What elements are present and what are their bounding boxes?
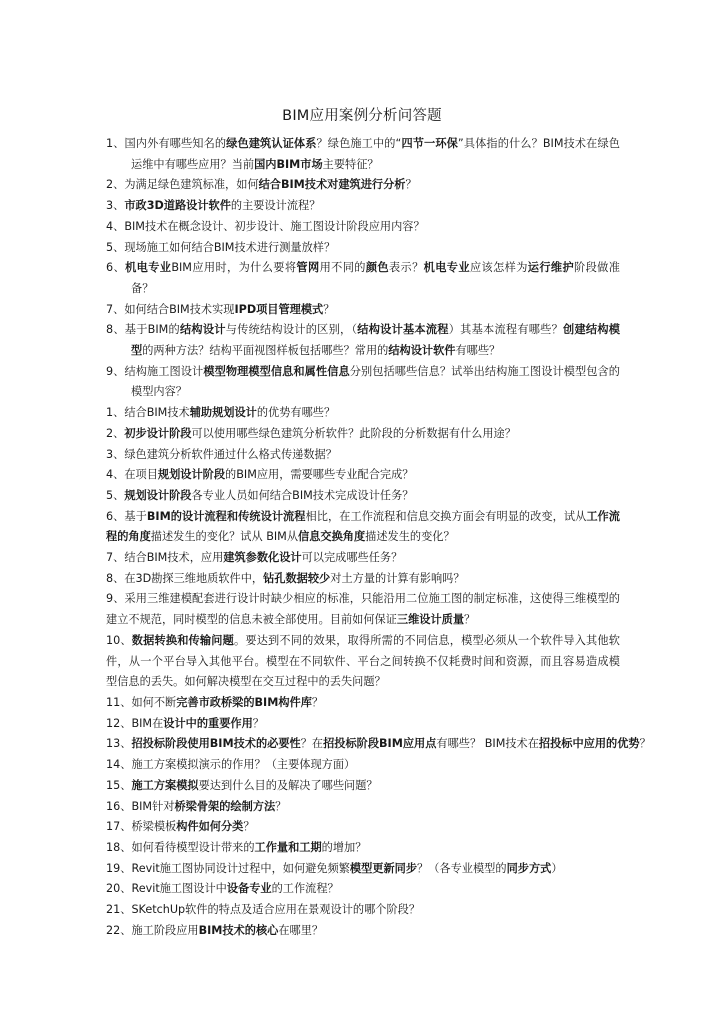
question-item	[106, 175, 620, 196]
question-number: 9、	[106, 592, 125, 606]
question-text: 桥梁模板	[131, 820, 177, 834]
emphasis-text: 规划设计阶段	[124, 488, 192, 502]
question-text: ？（各专业模型的	[417, 861, 507, 875]
question-item	[106, 362, 620, 403]
question-text: ？绿色施工中的“	[316, 137, 402, 150]
question-item	[106, 217, 620, 238]
question-item	[106, 859, 620, 880]
question-number: 8、	[106, 571, 125, 585]
emphasis-text: 设备专业	[226, 882, 272, 896]
question-number: 4、	[106, 468, 125, 482]
question-number: 18、	[106, 840, 132, 854]
question-text: 可以使用哪些绿色建筑分析软件？此阶段的分析数据有什么用途？	[191, 426, 516, 440]
question-text: 与传统结构设计的区别，（	[225, 323, 358, 337]
question-text: 绿色建筑分析软件通过什么格式传递数据？	[124, 447, 337, 461]
emphasis-text: 三维设计质量	[396, 613, 465, 627]
question-item	[106, 776, 620, 797]
emphasis-text: 招投标中应用的优势	[538, 737, 640, 751]
question-text: 要达到什么目的及解决了哪些问题？	[198, 778, 378, 792]
question-text: 的BIM应用，需要哪些专业配合完成？	[225, 468, 414, 482]
question-text: 基于	[124, 509, 147, 523]
emphasis-text: 信息交换角度	[298, 530, 366, 544]
question-text: 国内外有哪些知名的	[124, 137, 227, 150]
question-item	[106, 569, 620, 590]
emphasis-text: 结构设计	[179, 323, 226, 337]
question-number: 11、	[106, 695, 132, 709]
question-number: 12、	[106, 716, 132, 730]
question-text: BIM技术在概念设计、初步设计、施工图设计阶段应用内容？	[124, 219, 425, 233]
question-text: 对土方量的计算有影响吗？	[330, 571, 465, 585]
emphasis-text: 规划设计阶段	[157, 468, 226, 482]
question-text: 表示？	[388, 261, 424, 275]
question-text: 用不同的	[319, 261, 366, 275]
emphasis-text: 构件如何分类	[176, 820, 244, 834]
emphasis-text: 设计中的重要作用	[163, 716, 253, 730]
question-text: 的增加？	[321, 840, 367, 854]
question-text: 采用三维建模配套进行设计时缺少相应的标准，只能沿用二位施工图的制定标准，这使得三维模型的建立不规范，同时模型的信息未被全部使用。目前如何保证	[106, 592, 620, 627]
question-item	[106, 755, 620, 776]
question-text: 现场施工如何结合BIM技术进行测量放样？	[124, 240, 336, 254]
question-text: ？在	[300, 737, 324, 751]
question-text: ）其基本流程有哪些？	[448, 323, 564, 337]
document-title: BIM应用案例分析问答题	[282, 108, 442, 124]
question-item	[106, 134, 620, 175]
emphasis-text: 初步设计阶段	[124, 426, 192, 440]
question-text: 结构施工图设计	[124, 364, 204, 378]
question-text: ？	[405, 178, 417, 192]
question-text: ？	[464, 613, 476, 627]
question-text: 的主要设计流程？	[230, 199, 321, 213]
question-text: 应该怎样为	[469, 261, 528, 275]
question-item	[106, 300, 620, 321]
emphasis-text: 施工方案模拟	[131, 778, 199, 792]
question-number: 2、	[106, 178, 125, 192]
emphasis-text: BIM的设计流程和传统设计流程	[146, 509, 306, 523]
question-text: 各专业人员如何结合BIM技术完成设计任务？	[191, 488, 414, 502]
emphasis-text: 结合BIM技术对建筑进行分析	[258, 178, 406, 192]
question-text: 主要特征？	[322, 157, 379, 171]
emphasis-text: 模型物理模型信息和属性信息	[203, 364, 350, 378]
question-text: 如何结合BIM技术实现	[124, 302, 235, 316]
question-number: 20、	[106, 882, 132, 896]
question-text: ？	[252, 716, 264, 730]
question-number: 4、	[106, 219, 125, 233]
emphasis-text: 国内BIM市场	[254, 157, 323, 171]
question-item	[106, 445, 620, 466]
question-item	[106, 258, 620, 299]
question-item	[106, 714, 620, 735]
question-text: 的优势有哪些？	[256, 406, 336, 420]
question-text: ？	[323, 302, 335, 316]
question-text: 结合BIM技术	[124, 406, 190, 420]
question-text: Revit施工图设计中	[131, 882, 227, 896]
question-text: 基于BIM的	[124, 323, 180, 337]
emphasis-text: 数据转换和传输问题	[131, 633, 234, 647]
emphasis-text: 桥梁骨架的绘制方法	[174, 799, 276, 813]
question-number: 5、	[106, 488, 125, 502]
question-text: ？	[639, 737, 651, 751]
question-number: 7、	[106, 551, 125, 565]
question-text: 描述发生的变化？试从 BIM从	[150, 530, 299, 544]
question-item	[106, 403, 620, 424]
emphasis-text: 市政3D道路设计软件	[124, 199, 231, 213]
question-item	[106, 817, 620, 838]
question-text: 施工方案模拟演示的作用？（主要体现方面）	[131, 758, 356, 772]
emphasis-text: 建筑参数化设计	[223, 551, 302, 565]
question-number: 17、	[106, 820, 132, 834]
question-item	[106, 921, 620, 942]
question-text: BIM在	[131, 716, 164, 730]
question-text: SKetchUp软件的特点及适合应用在景观设计的哪个阶段？	[131, 903, 421, 917]
emphasis-text: 招投标阶段BIM应用点	[323, 737, 437, 751]
emphasis-text: 机电专业	[125, 261, 172, 275]
question-number: 1、	[106, 137, 125, 150]
question-item	[106, 589, 620, 630]
emphasis-text: 绿色建筑认证体系	[226, 137, 317, 150]
question-list	[106, 134, 651, 941]
question-text: 相比，在工作流程和信息交换方面会有明显的改变，试从	[305, 509, 587, 523]
question-number: 10、	[106, 633, 132, 647]
question-number: 1、	[106, 406, 125, 420]
question-text: 施工阶段应用	[131, 923, 199, 937]
question-item	[106, 320, 620, 361]
question-number: 22、	[106, 923, 132, 937]
emphasis-text: 结构设计基本流程	[357, 323, 449, 337]
question-number: 3、	[106, 447, 125, 461]
emphasis-text: 模型更新同步	[349, 861, 418, 875]
question-item	[106, 693, 620, 714]
emphasis-text: 招投标阶段使用BIM技术的必要性	[131, 737, 301, 751]
question-text: 的工作流程？	[271, 882, 339, 896]
question-text: 有哪些？ BIM技术在	[436, 737, 539, 751]
question-number: 7、	[106, 302, 125, 316]
emphasis-text: 机电专业	[423, 261, 470, 275]
question-text: 有哪些？	[455, 344, 501, 358]
question-item	[106, 548, 620, 569]
question-text: 的两种方法？结构平面视图样板包括哪些？常用的	[142, 344, 389, 358]
question-number: 6、	[106, 261, 126, 275]
question-item	[106, 734, 651, 755]
question-item	[106, 424, 620, 445]
question-item	[106, 238, 620, 259]
emphasis-text: 运行维护	[527, 261, 575, 275]
question-text: Revit施工图协同设计过程中，如何避免频繁	[131, 861, 350, 875]
question-text: 为满足绿色建筑标准，如何	[124, 178, 259, 192]
question-text: 如何看待模型设计带来的	[131, 840, 255, 854]
question-text: ？	[311, 695, 324, 709]
question-text: 在项目	[124, 468, 158, 482]
question-number: 21、	[106, 903, 132, 917]
question-item	[106, 797, 620, 818]
question-item	[106, 631, 620, 693]
emphasis-text: 颜色	[365, 261, 389, 275]
question-number: 6、	[106, 509, 125, 523]
question-number: 16、	[106, 799, 132, 813]
emphasis-text: 完善市政桥梁的BIM构件库	[176, 695, 312, 709]
emphasis-text: 同步方式	[506, 861, 552, 875]
question-text: 结合BIM技术，应用	[124, 551, 224, 565]
question-text: ”具体指的什么？BIM技术在绿色运维中有哪些应用？当前	[131, 137, 620, 171]
emphasis-text: IPD项目管理模式	[234, 302, 324, 316]
emphasis-text: 钻孔数据较少	[263, 571, 331, 585]
question-item	[106, 879, 620, 900]
question-text: BIM应用时，为什么要将	[171, 261, 297, 275]
question-number: 9、	[106, 364, 125, 378]
question-text: ？	[275, 799, 287, 813]
question-text: ）	[551, 861, 563, 875]
emphasis-text: 管网	[296, 261, 320, 275]
emphasis-text: 工作量和工期	[254, 840, 322, 854]
question-text: 分别包括哪些信息？试举出结构施工图设计模型包含的模型内容？	[131, 364, 620, 399]
emphasis-text: BIM技术的核心	[198, 923, 279, 937]
question-number: 5、	[106, 240, 125, 254]
question-number: 14、	[106, 758, 132, 772]
question-text: 阶段做准备？	[131, 261, 620, 295]
question-item	[106, 486, 620, 507]
question-item	[106, 838, 620, 859]
question-number: 15、	[106, 778, 132, 792]
question-number: 8、	[106, 323, 125, 337]
emphasis-text: 创建结构模型	[131, 323, 620, 358]
emphasis-text: 辅助规划设计	[189, 406, 257, 420]
question-text: BIM针对	[131, 799, 175, 813]
question-number: 19、	[106, 861, 132, 875]
question-item	[106, 507, 620, 548]
question-item	[106, 465, 620, 486]
emphasis-text: 结构设计软件	[388, 344, 456, 358]
question-text: 在3D勘探三维地质软件中，	[124, 571, 264, 585]
question-text: 可以完成哪些任务？	[301, 551, 403, 565]
question-number: 3、	[106, 199, 125, 213]
question-text: 在哪里？	[278, 923, 324, 937]
question-item	[106, 900, 620, 921]
question-text: 如何不断	[131, 695, 177, 709]
question-text: ？	[243, 820, 255, 834]
question-item	[106, 196, 620, 217]
question-text: 描述发生的变化？	[365, 530, 455, 544]
emphasis-text: 四节一环保	[401, 137, 458, 150]
emphasis-text: 工作流程的角度	[106, 509, 620, 544]
question-number: 2、	[106, 426, 125, 440]
question-number: 13、	[106, 737, 132, 751]
question-text: 。要达到不同的效果，取得所需的不同信息，模型必须从一个软件导入其他软件，从一个平台导入其他平台。模型在不同软件、平台之间转换不仅耗费时间和资源，而且容易造成模型信息的丢失。如何解决模型在交互过程中的丢失问题？	[106, 633, 620, 689]
